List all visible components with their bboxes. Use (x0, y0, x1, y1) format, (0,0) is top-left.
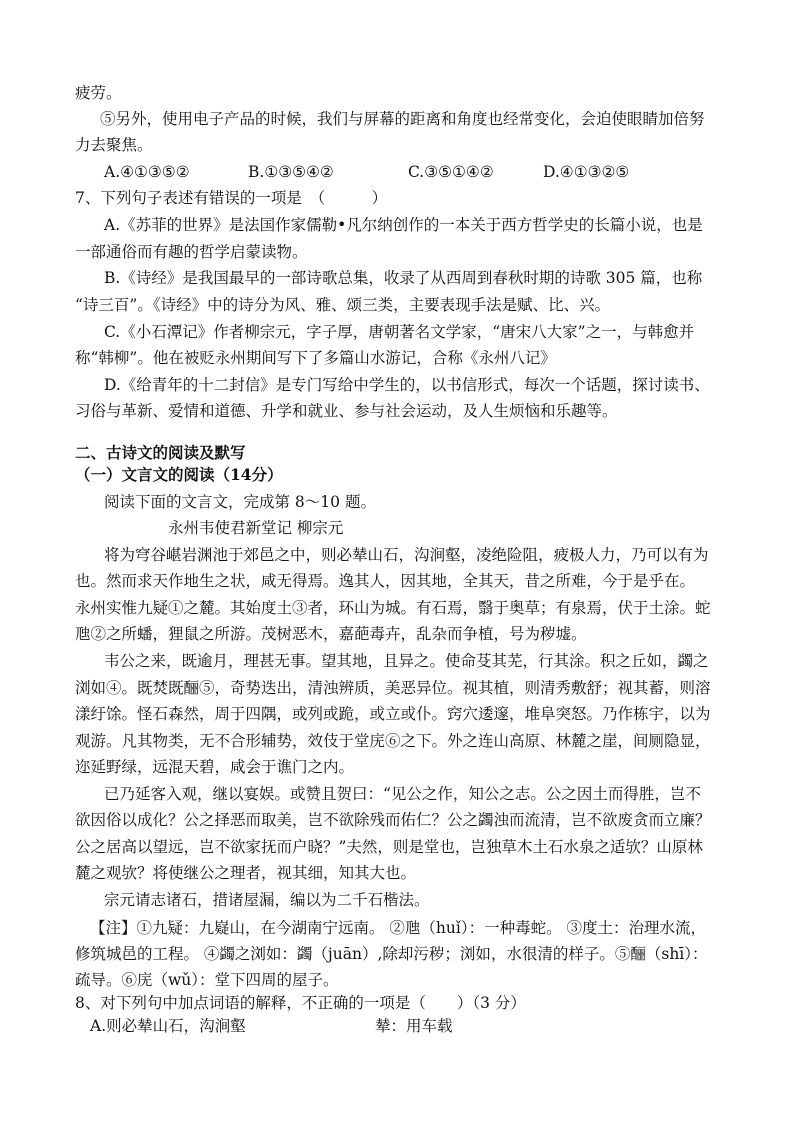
q7-option-b: B.《诗经》是我国最早的一部诗歌总集，收录了从西周到春秋时期的诗歌 305 篇，也称 (104, 269, 703, 287)
q7-option-c: 称“韩柳”。他在被贬永州期间写下了多篇山水游记，合称《永州八记》 (75, 349, 556, 367)
passage-line: 麓之观欤？将使继公之理者，视其细，知其大也。 (75, 864, 417, 882)
q7-option-a: A.《苏菲的世界》是法国作家儒勒•凡尔纳创作的一本关于西方哲学史的长篇小说，也是 (104, 216, 703, 234)
passage-line: 浏如④。既焚既酾⑤，奇势迭出，清浊辨质，美恶异位。视其植，则清秀敷舒；视其蓄，则溶 (75, 679, 711, 697)
passage-line: 永州实惟九疑①之麓。其始度土③者，环山为城。有石焉，翳于奥草；有泉焉，伏于土涂。蛇 (75, 599, 711, 617)
q7-option-c: C.《小石潭记》作者柳宗元，字子厚，唐朝著名文学家，“唐宋八大家”之一，与韩愈并 (104, 323, 695, 341)
passage-line: 公之居高以望远，岂不欲家抚而户晓？”夫然，则是堂也，岂独草木土石水泉之适欤？山原林 (75, 838, 703, 856)
q8-option-a: A.则必辇山石，沟涧壑 (90, 1017, 246, 1035)
q6-option-b: B.①③⑤④② (248, 163, 334, 181)
annotation-line: 【注】①九疑：九嶷山，在今湖南宁远南。 ②虺（huǐ）：一种毒蛇。 ③度土：治理水流， (90, 919, 707, 937)
q6-option-c: C.③⑤①④② (408, 163, 494, 181)
passage-line: 迩延野绿，远混天碧，咸会于谯门之内。 (75, 758, 355, 776)
q7-stem: 7、下列句子表述有错误的一项是 （ ） (75, 189, 388, 207)
q7-option-a: 一部通俗而有趣的哲学启蒙读物。 (75, 243, 308, 261)
q6-text-line: 疲劳。 (75, 84, 122, 102)
passage-line: 欲因俗以成化？公之择恶而取美，岂不欲除残而佑仁？公之蠲浊而流清，岂不欲废贪而立廉？ (75, 811, 711, 829)
passage-line: 漾纡馀。怪石森然，周于四隅，或列或跪，或立或仆。窍穴逶邃，堆阜突怒。乃作栋宇，以为 (75, 705, 711, 723)
q6-option-a: A.④①③⑤② (104, 163, 190, 181)
q6-text-line: ⑤另外，使用电子产品的时候，我们与屏幕的距离和角度也经常变化，会迫使眼睛加倍努 (100, 110, 705, 128)
annotation-line: 疏导。⑥庑（wǔ）：堂下四周的屋子。 (75, 971, 339, 989)
reading-instruction: 阅读下面的文言文，完成第 8～10 题。 (104, 493, 376, 511)
passage-title: 永州韦使君新堂记 柳宗元 (168, 519, 344, 537)
annotation-line: 修筑城邑的工程。 ④蠲之浏如：蠲（juān）,除却污秽；浏如，水很清的样子。⑤酾（shī）： (75, 945, 708, 963)
section-heading: 二、古诗文的阅读及默写 (75, 443, 246, 462)
q7-option-d: D.《给青年的十二封信》是专门写给中学生的，以书信形式，每次一个话题，探讨读书、 (104, 376, 710, 394)
passage-line: 也。然而求天作地生之状，咸无得焉。逸其人，因其地，全其天，昔之所难，今于是乎在。 (75, 572, 696, 590)
passage-line: 虺②之所蟠，狸鼠之所游。茂树恶木，嘉葩毒卉，乱杂而争植，号为秽墟。 (75, 625, 587, 643)
passage-line: 宗元请志诸石，措诸屋漏，编以为二千石楷法。 (104, 891, 430, 909)
passage-line: 将为穹谷嵁岩渊池于郊邑之中，则必辇山石，沟涧壑，凌绝险阻，疲极人力，乃可以有为 (104, 546, 709, 564)
subsection-heading: （一）文言文的阅读（14分） (75, 465, 283, 484)
q6-option-d: D.④①③②⑤ (543, 163, 630, 181)
passage-line: 韦公之来，既逾月，理甚无事。望其地，且异之。使命芟其芜，行其涂。积之丘如，蠲之 (104, 652, 709, 670)
q8-option-a-gloss: 辇：用车载 (375, 1017, 453, 1035)
q7-option-d: 习俗与革新、爱情和道德、升学和就业、参与社会运动，及人生烦恼和乐趣等。 (75, 402, 618, 420)
passage-line: 已乃延客入观，继以宴娱。或赞且贺曰：“见公之作，知公之志。公之因土而得胜，岂不 (104, 785, 701, 803)
q8-stem: 8、对下列句中加点词语的解释，不正确的一项是（ ）（3 分） (75, 994, 526, 1012)
q6-text-line: 力去聚焦。 (75, 136, 153, 154)
q7-option-b: “诗三百”。《诗经》中的诗分为风、雅、颂三类，主要表现手法是赋、比、兴。 (75, 296, 611, 314)
passage-line: 观游。凡其物类，无不合形辅势，效伎于堂庑⑥之下。外之连山高原、林麓之崖，间厕隐显， (75, 732, 711, 750)
